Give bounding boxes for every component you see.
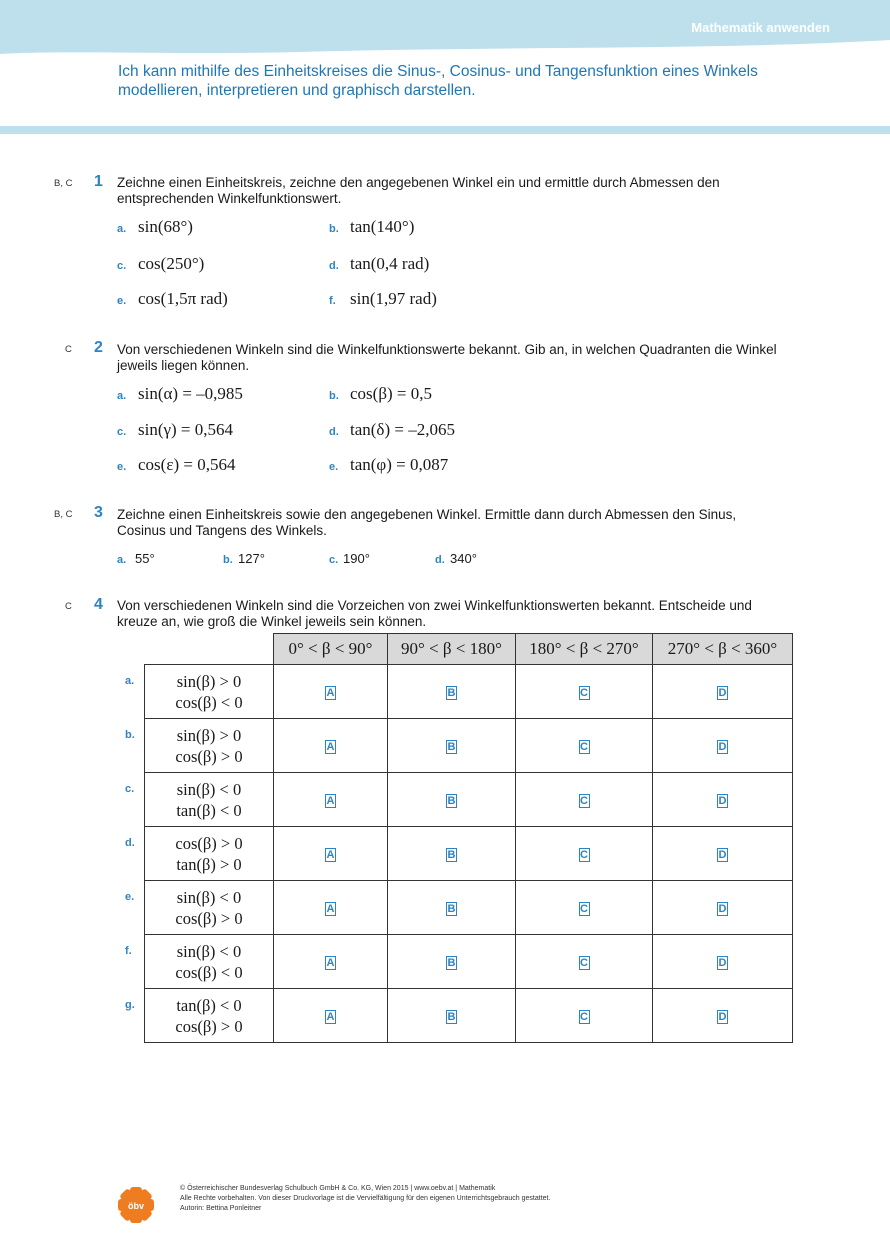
option-expr: 55° bbox=[135, 551, 155, 566]
option-expr: sin(α) = –0,985 bbox=[138, 384, 243, 403]
task-number: 3 bbox=[94, 504, 103, 521]
option-expr: sin(68°) bbox=[138, 217, 193, 236]
column-header: 180° < β < 270° bbox=[516, 634, 653, 665]
answer-cell[interactable] bbox=[388, 773, 516, 827]
table-row bbox=[145, 881, 793, 935]
option-letter: c. bbox=[329, 554, 339, 566]
author-line: Autorin: Bettina Ponleitner bbox=[180, 1205, 262, 1212]
condition-line: cos(β) < 0 bbox=[175, 962, 243, 982]
option-expr: tan(0,4 rad) bbox=[350, 254, 430, 273]
copyright-line: © Österreichischer Bundesverlag Schulbuch GmbH & Co. KG, Wien 2015 | www.oebv.at | Mathematik bbox=[180, 1185, 496, 1192]
row-letter: f. bbox=[125, 945, 132, 957]
option bbox=[223, 551, 265, 566]
checkbox-a[interactable]: A bbox=[326, 1010, 335, 1023]
checkbox-c[interactable]: C bbox=[580, 686, 588, 699]
condition-cell bbox=[145, 827, 274, 881]
answer-cell[interactable] bbox=[388, 665, 516, 719]
option-letter: d. bbox=[329, 426, 339, 438]
column-header: 270° < β < 360° bbox=[653, 634, 793, 665]
answer-cell[interactable] bbox=[653, 665, 793, 719]
option-letter: d. bbox=[329, 260, 339, 272]
checkbox-b[interactable]: B bbox=[447, 794, 456, 807]
answer-cell[interactable] bbox=[516, 827, 653, 881]
checkbox-b[interactable]: B bbox=[447, 686, 456, 699]
answer-cell[interactable] bbox=[516, 719, 653, 773]
task-text: Von verschiedenen Winkeln sind die Winkelfunktionswerte bekannt. Gib an, in welchen Quadranten die Winkel jeweils liegen können. bbox=[117, 342, 777, 373]
answer-cell[interactable] bbox=[274, 881, 388, 935]
option-letter: e. bbox=[117, 461, 127, 473]
task-number: 2 bbox=[94, 339, 103, 356]
table-corner bbox=[145, 634, 274, 665]
checkbox-a[interactable]: A bbox=[326, 902, 335, 915]
option-letter: c. bbox=[117, 260, 127, 272]
answer-cell[interactable] bbox=[653, 989, 793, 1043]
task-level: C bbox=[65, 601, 72, 612]
option-expr: 127° bbox=[238, 551, 265, 566]
option-letter: e. bbox=[329, 461, 339, 473]
answer-cell[interactable] bbox=[653, 719, 793, 773]
task-text: Zeichne einen Einheitskreis, zeichne den angegebenen Winkel ein und ermittle durch Abmessen den entsprechenden Winkelfunktionswert. bbox=[117, 175, 720, 206]
option bbox=[117, 384, 243, 404]
answer-cell[interactable] bbox=[653, 827, 793, 881]
learning-goal: Ich kann mithilfe des Einheitskreises die Sinus-, Cosinus- und Tangensfunktion eines Winkels modellieren, interpretieren und graphisch darstellen. bbox=[118, 63, 758, 99]
checkbox-c[interactable]: C bbox=[580, 848, 588, 861]
option-letter: e. bbox=[117, 295, 127, 307]
checkbox-b[interactable]: B bbox=[447, 740, 456, 753]
checkbox-a[interactable]: A bbox=[326, 956, 335, 969]
option-expr: cos(1,5π rad) bbox=[138, 289, 228, 308]
condition-line: sin(β) < 0 bbox=[176, 779, 242, 799]
table-row bbox=[145, 719, 793, 773]
option bbox=[117, 254, 204, 274]
table-row bbox=[145, 989, 793, 1043]
row-letter: c. bbox=[125, 783, 135, 795]
checkbox-d[interactable]: D bbox=[718, 740, 727, 753]
answer-cell[interactable] bbox=[516, 989, 653, 1043]
option-expr: cos(ε) = 0,564 bbox=[138, 455, 236, 474]
condition-cell bbox=[145, 935, 274, 989]
table-header-row bbox=[145, 634, 793, 665]
option-expr: 190° bbox=[343, 551, 370, 566]
condition-cell bbox=[145, 881, 274, 935]
option bbox=[117, 289, 228, 309]
checkbox-a[interactable]: A bbox=[326, 686, 335, 699]
checkbox-a[interactable]: A bbox=[326, 848, 335, 861]
option-letter: b. bbox=[329, 223, 339, 235]
condition-cell bbox=[145, 665, 274, 719]
condition-line: tan(β) < 0 bbox=[176, 995, 242, 1015]
answer-cell[interactable] bbox=[388, 827, 516, 881]
option-letter: c. bbox=[117, 426, 127, 438]
task-number: 4 bbox=[94, 596, 103, 613]
condition-line: sin(β) > 0 bbox=[176, 671, 242, 691]
option-expr: sin(1,97 rad) bbox=[350, 289, 437, 308]
checkbox-c[interactable]: C bbox=[580, 902, 588, 915]
row-letter: e. bbox=[125, 891, 135, 903]
checkbox-c[interactable]: C bbox=[580, 794, 588, 807]
answer-cell[interactable] bbox=[653, 773, 793, 827]
option-letter: b. bbox=[329, 390, 339, 402]
checkbox-d[interactable]: D bbox=[718, 1010, 727, 1023]
condition-line: cos(β) > 0 bbox=[175, 908, 243, 928]
checkbox-b[interactable]: B bbox=[447, 956, 456, 969]
checkbox-c[interactable]: C bbox=[580, 740, 588, 753]
option-letter: a. bbox=[117, 223, 127, 235]
column-header: 0° < β < 90° bbox=[274, 634, 388, 665]
row-letter: g. bbox=[125, 999, 135, 1011]
condition-cell bbox=[145, 719, 274, 773]
answer-cell[interactable] bbox=[388, 989, 516, 1043]
rights-line: Alle Rechte vorbehalten. Von dieser Druckvorlage ist die Vervielfältigung für den eigenen Unterrichtsgebrauch gestattet. bbox=[180, 1195, 551, 1202]
condition-cell bbox=[145, 773, 274, 827]
checkbox-c[interactable]: C bbox=[580, 956, 588, 969]
condition-line: tan(β) > 0 bbox=[176, 854, 242, 874]
option-expr: 340° bbox=[450, 551, 477, 566]
row-letter: a. bbox=[125, 675, 135, 687]
option-letter: a. bbox=[117, 390, 127, 402]
row-letter: b. bbox=[125, 729, 135, 741]
condition-line: cos(β) > 0 bbox=[175, 746, 243, 766]
option bbox=[329, 455, 448, 475]
option bbox=[329, 289, 437, 309]
answer-cell[interactable] bbox=[516, 881, 653, 935]
option-expr: tan(φ) = 0,087 bbox=[350, 455, 449, 474]
checkbox-b[interactable]: B bbox=[447, 902, 456, 915]
answer-cell[interactable] bbox=[274, 827, 388, 881]
task-text: Von verschiedenen Winkeln sind die Vorzeichen von zwei Winkelfunktionswerten bekannt. Entscheide und kreuze an, wie groß die Winkel jeweils sein können. bbox=[117, 598, 752, 629]
option bbox=[329, 551, 370, 566]
answer-cell[interactable] bbox=[274, 665, 388, 719]
option bbox=[117, 455, 235, 475]
table-row bbox=[145, 773, 793, 827]
condition-cell bbox=[145, 989, 274, 1043]
task-number: 1 bbox=[94, 173, 103, 190]
answer-cell[interactable] bbox=[653, 935, 793, 989]
answer-cell[interactable] bbox=[653, 881, 793, 935]
condition-line: cos(β) > 0 bbox=[175, 1016, 243, 1036]
checkbox-b[interactable]: B bbox=[447, 1010, 456, 1023]
checkbox-a[interactable]: A bbox=[326, 794, 335, 807]
checkbox-d[interactable]: D bbox=[718, 902, 727, 915]
checkbox-d[interactable]: D bbox=[718, 956, 727, 969]
task-level: B, C bbox=[54, 509, 73, 520]
option bbox=[117, 420, 233, 440]
option bbox=[329, 384, 432, 404]
answer-cell[interactable] bbox=[516, 935, 653, 989]
checkbox-a[interactable]: A bbox=[326, 740, 335, 753]
answer-cell[interactable] bbox=[274, 719, 388, 773]
column-header: 90° < β < 180° bbox=[388, 634, 516, 665]
header-label: Mathematik anwenden bbox=[691, 20, 830, 35]
condition-line: sin(β) > 0 bbox=[176, 725, 242, 745]
task-level: B, C bbox=[54, 178, 73, 189]
option-expr: cos(β) = 0,5 bbox=[350, 384, 432, 403]
option-expr: cos(250°) bbox=[138, 254, 205, 273]
option-expr: tan(140°) bbox=[350, 217, 415, 236]
option bbox=[117, 217, 193, 237]
option bbox=[435, 551, 477, 566]
table-row bbox=[145, 935, 793, 989]
condition-line: sin(β) < 0 bbox=[176, 941, 242, 961]
option-letter: f. bbox=[329, 295, 336, 307]
answer-cell[interactable] bbox=[388, 935, 516, 989]
condition-line: cos(β) > 0 bbox=[175, 833, 243, 853]
task-level: C bbox=[65, 344, 72, 355]
option bbox=[329, 217, 414, 237]
table-row bbox=[145, 665, 793, 719]
option-letter: b. bbox=[223, 554, 233, 566]
checkbox-d[interactable]: D bbox=[718, 794, 727, 807]
option-expr: sin(γ) = 0,564 bbox=[138, 420, 234, 439]
condition-line: sin(β) < 0 bbox=[176, 887, 242, 907]
answer-table bbox=[144, 633, 793, 1043]
option bbox=[329, 254, 429, 274]
option-letter: a. bbox=[117, 554, 127, 566]
oebv-logo bbox=[116, 1187, 156, 1223]
condition-line: tan(β) < 0 bbox=[176, 800, 242, 820]
checkbox-d[interactable]: D bbox=[718, 686, 727, 699]
option-expr: tan(δ) = –2,065 bbox=[350, 420, 455, 439]
answer-cell[interactable] bbox=[388, 719, 516, 773]
task-text: Zeichne einen Einheitskreis sowie den angegebenen Winkel. Ermittle dann durch Abmessen den Sinus, Cosinus und Tangens des Winkels. bbox=[117, 507, 737, 538]
checkbox-d[interactable]: D bbox=[718, 848, 727, 861]
checkbox-b[interactable]: B bbox=[447, 848, 456, 861]
checkbox-c[interactable]: C bbox=[580, 1010, 588, 1023]
row-letter: d. bbox=[125, 837, 135, 849]
answer-cell[interactable] bbox=[274, 773, 388, 827]
condition-line: cos(β) < 0 bbox=[175, 692, 243, 712]
option bbox=[117, 551, 155, 566]
svg-text:öbv: öbv bbox=[127, 1201, 145, 1211]
answer-cell[interactable] bbox=[516, 773, 653, 827]
answer-cell[interactable] bbox=[388, 881, 516, 935]
answer-cell[interactable] bbox=[274, 989, 388, 1043]
answer-cell[interactable] bbox=[516, 665, 653, 719]
answer-cell[interactable] bbox=[274, 935, 388, 989]
table-row bbox=[145, 827, 793, 881]
footer bbox=[180, 1184, 550, 1214]
option bbox=[329, 420, 455, 440]
option-letter: d. bbox=[435, 554, 445, 566]
